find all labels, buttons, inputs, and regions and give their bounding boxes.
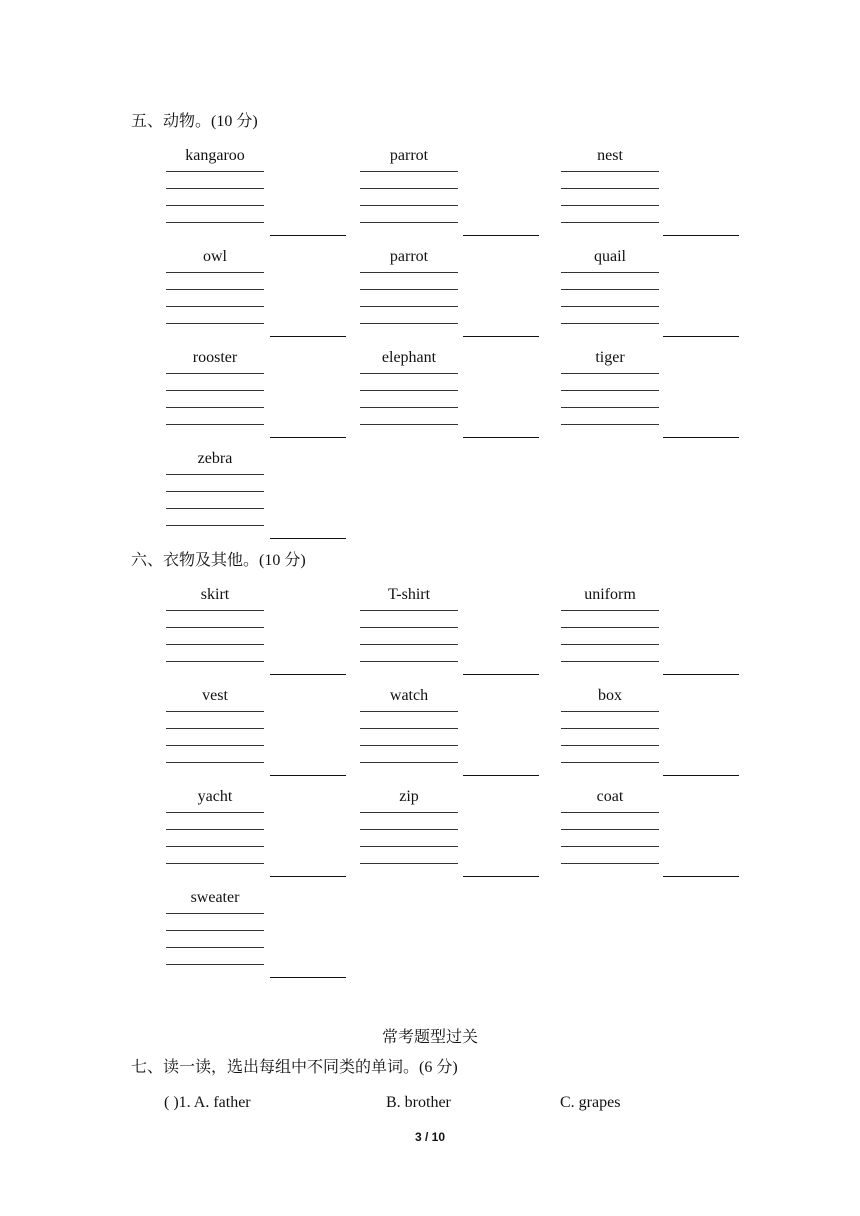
answer-blank[interactable]: [270, 437, 346, 438]
handwriting-guide-line: [166, 289, 264, 290]
handwriting-guide-line: [360, 829, 458, 830]
handwriting-guide-line: [166, 424, 264, 425]
handwriting-guide-line: [166, 846, 264, 847]
answer-blank[interactable]: [463, 775, 539, 776]
answer-blank[interactable]: [270, 538, 346, 539]
practice-word: T-shirt: [387, 586, 431, 603]
answer-blank[interactable]: [270, 775, 346, 776]
section-7-heading: 七、读一读，选出每组中不同类的单词。(6 分): [131, 1059, 458, 1076]
handwriting-guide-line: [166, 711, 264, 712]
practice-word: zip: [399, 788, 419, 805]
section-5-heading: 五、动物。(10 分): [131, 113, 258, 130]
handwriting-guide-line: [166, 913, 264, 914]
handwriting-guide-line: [561, 661, 659, 662]
practice-word: vest: [202, 687, 228, 704]
handwriting-guide-line: [561, 188, 659, 189]
answer-blank[interactable]: [270, 674, 346, 675]
answer-blank[interactable]: [463, 336, 539, 337]
answer-blank[interactable]: [663, 336, 739, 337]
handwriting-guide-line: [561, 812, 659, 813]
handwriting-guide-line: [561, 711, 659, 712]
handwriting-guide-line: [360, 610, 458, 611]
handwriting-guide-line: [166, 863, 264, 864]
handwriting-guide-line: [360, 424, 458, 425]
answer-blank[interactable]: [663, 674, 739, 675]
handwriting-guide-line: [561, 610, 659, 611]
answer-blank[interactable]: [270, 336, 346, 337]
handwriting-guide-line: [561, 205, 659, 206]
answer-blank[interactable]: [270, 876, 346, 877]
handwriting-guide-line: [360, 289, 458, 290]
handwriting-guide-line: [166, 930, 264, 931]
handwriting-guide-line: [561, 373, 659, 374]
practice-word: watch: [389, 687, 429, 704]
practice-word: zebra: [197, 450, 233, 467]
practice-word: skirt: [200, 586, 230, 603]
question-1-option-a: ( )1. A. father: [164, 1094, 251, 1111]
handwriting-guide-line: [360, 846, 458, 847]
handwriting-guide-line: [360, 728, 458, 729]
handwriting-guide-line: [166, 390, 264, 391]
handwriting-guide-line: [166, 745, 264, 746]
handwriting-guide-line: [360, 390, 458, 391]
handwriting-guide-line: [360, 711, 458, 712]
handwriting-guide-line: [166, 205, 264, 206]
practice-word: uniform: [584, 586, 636, 603]
answer-blank[interactable]: [270, 235, 346, 236]
practice-word: parrot: [389, 147, 429, 164]
handwriting-guide-line: [360, 661, 458, 662]
handwriting-guide-line: [360, 306, 458, 307]
practice-word: quail: [594, 248, 626, 265]
handwriting-guide-line: [166, 222, 264, 223]
handwriting-guide-line: [166, 661, 264, 662]
handwriting-guide-line: [166, 829, 264, 830]
handwriting-guide-line: [360, 644, 458, 645]
handwriting-guide-line: [561, 390, 659, 391]
handwriting-guide-line: [360, 407, 458, 408]
handwriting-guide-line: [166, 373, 264, 374]
handwriting-guide-line: [360, 627, 458, 628]
handwriting-guide-line: [166, 491, 264, 492]
handwriting-guide-line: [166, 812, 264, 813]
handwriting-guide-line: [360, 745, 458, 746]
handwriting-guide-line: [166, 627, 264, 628]
handwriting-guide-line: [561, 289, 659, 290]
practice-word: coat: [596, 788, 624, 805]
handwriting-guide-line: [166, 407, 264, 408]
page-number: 3 / 10: [414, 1130, 446, 1144]
answer-blank[interactable]: [663, 775, 739, 776]
handwriting-guide-line: [360, 373, 458, 374]
handwriting-guide-line: [561, 424, 659, 425]
handwriting-guide-line: [166, 610, 264, 611]
handwriting-guide-line: [166, 272, 264, 273]
handwriting-guide-line: [166, 474, 264, 475]
handwriting-guide-line: [561, 829, 659, 830]
answer-blank[interactable]: [463, 235, 539, 236]
handwriting-guide-line: [166, 762, 264, 763]
handwriting-guide-line: [360, 272, 458, 273]
handwriting-guide-line: [360, 323, 458, 324]
section-6-heading: 六、衣物及其他。(10 分): [131, 552, 306, 569]
handwriting-guide-line: [360, 205, 458, 206]
practice-word: tiger: [595, 349, 625, 366]
handwriting-guide-line: [561, 627, 659, 628]
practice-word: owl: [203, 248, 227, 265]
handwriting-guide-line: [166, 306, 264, 307]
handwriting-guide-line: [166, 947, 264, 948]
handwriting-guide-line: [561, 745, 659, 746]
handwriting-guide-line: [561, 323, 659, 324]
handwriting-guide-line: [166, 188, 264, 189]
answer-blank[interactable]: [463, 876, 539, 877]
practice-word: yacht: [197, 788, 233, 805]
question-1-option-b: B. brother: [386, 1094, 451, 1111]
practice-word: elephant: [381, 349, 437, 366]
practice-word: kangaroo: [185, 147, 245, 164]
handwriting-guide-line: [360, 762, 458, 763]
handwriting-guide-line: [166, 525, 264, 526]
handwriting-guide-line: [561, 846, 659, 847]
answer-blank[interactable]: [463, 437, 539, 438]
answer-blank[interactable]: [463, 674, 539, 675]
answer-blank[interactable]: [663, 235, 739, 236]
handwriting-guide-line: [360, 222, 458, 223]
handwriting-guide-line: [561, 306, 659, 307]
handwriting-guide-line: [360, 812, 458, 813]
answer-blank[interactable]: [270, 977, 346, 978]
handwriting-guide-line: [561, 728, 659, 729]
handwriting-guide-line: [561, 272, 659, 273]
handwriting-guide-line: [561, 644, 659, 645]
answer-blank[interactable]: [663, 437, 739, 438]
question-1-option-c: C. grapes: [560, 1094, 621, 1111]
handwriting-guide-line: [360, 188, 458, 189]
practice-word: sweater: [190, 889, 240, 906]
handwriting-guide-line: [166, 171, 264, 172]
handwriting-guide-line: [561, 171, 659, 172]
handwriting-guide-line: [166, 964, 264, 965]
handwriting-guide-line: [166, 323, 264, 324]
center-title: 常考题型过关: [381, 1029, 478, 1046]
practice-word: box: [598, 687, 622, 704]
handwriting-guide-line: [166, 508, 264, 509]
handwriting-guide-line: [166, 644, 264, 645]
handwriting-guide-line: [360, 171, 458, 172]
handwriting-guide-line: [561, 407, 659, 408]
handwriting-guide-line: [561, 222, 659, 223]
handwriting-guide-line: [166, 728, 264, 729]
handwriting-guide-line: [561, 863, 659, 864]
handwriting-guide-line: [360, 863, 458, 864]
answer-blank[interactable]: [663, 876, 739, 877]
handwriting-guide-line: [561, 762, 659, 763]
practice-word: rooster: [192, 349, 238, 366]
practice-word: parrot: [389, 248, 429, 265]
practice-word: nest: [597, 147, 623, 164]
